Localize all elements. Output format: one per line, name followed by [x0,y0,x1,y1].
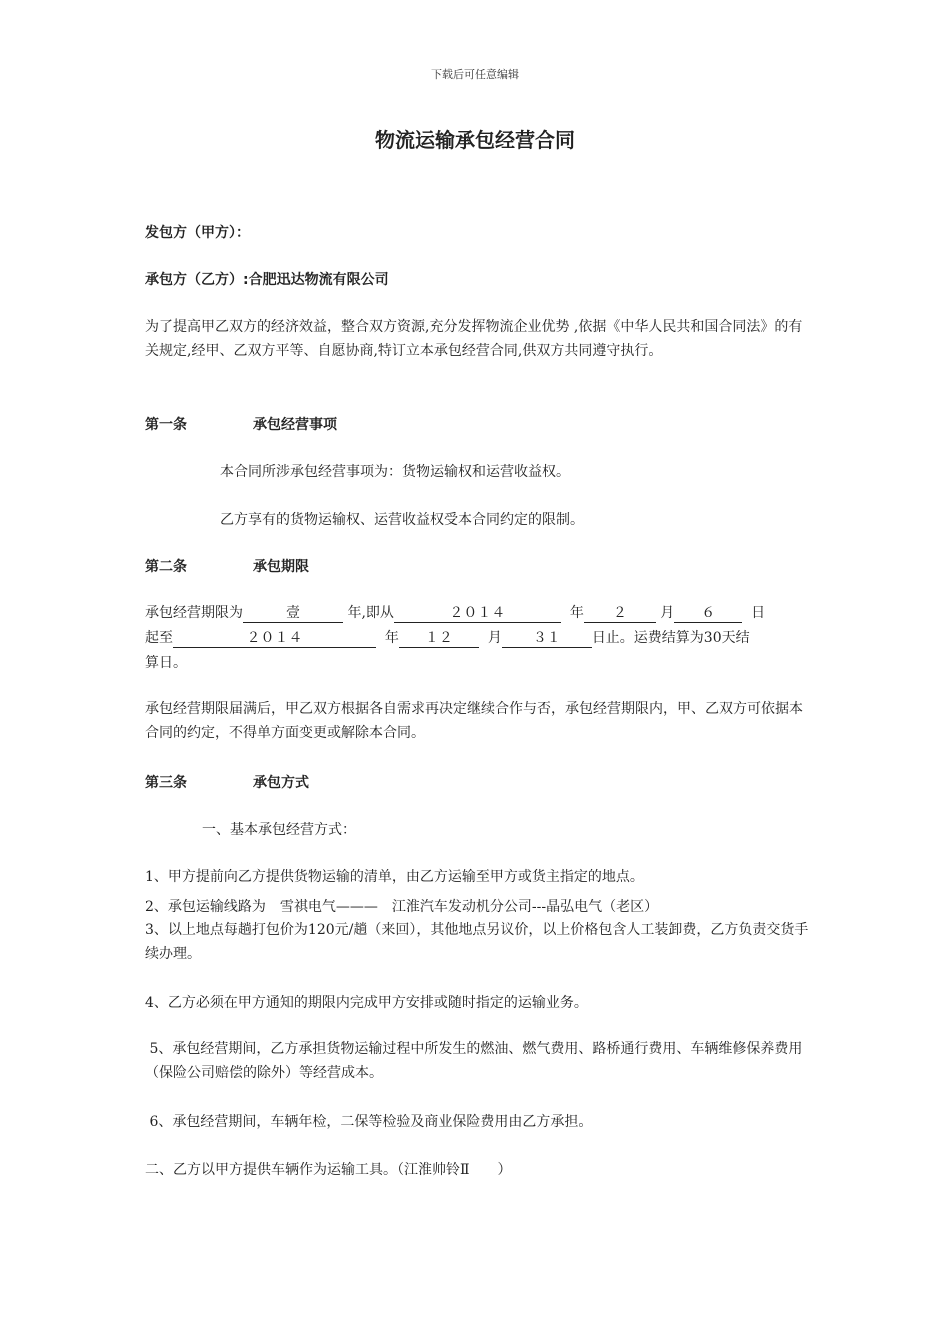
party-b-label: 承包方（乙方）:合肥迅达物流有限公司 [145,272,389,288]
article3-subsection-2: 二、乙方以甲方提供车辆作为运输工具。（江淮帅铃Ⅱ ） [145,1162,512,1178]
article3-item-5: 5、承包经营期间，乙方承担货物运输过程中所发生的燃油、燃气费用、路桥通行费用、车辆维修保养费用（保险公司赔偿的除外）等经营成本。 [145,1041,803,1081]
article3-item-2: 2、承包运输线路为 雪祺电气——— 江淮汽车发动机分公司---晶弘电气（老区） [145,899,659,915]
article2-heading: 承包期限 [253,559,309,575]
article3-subsection-1: 一、基本承包经营方式： [202,822,356,838]
term-line-2 [145,627,750,648]
article3-item-1: 1、甲方提前向乙方提供货物运输的清单，由乙方运输至甲方或货主指定的地点。 [145,869,644,885]
term-prefix: 承包经营期限为 [145,605,243,621]
start-day-unit: 日 [751,605,766,621]
end-month-unit: 月 [487,630,502,646]
article3-number: 第三条 [145,775,187,791]
term-value-field: 壹 [243,604,343,623]
end-month-field: １２ [399,629,479,648]
article1-paragraph-2: 乙方享有的货物运输权、运营收益权受本合同约定的限制。 [220,512,584,528]
end-year-unit: 年 [384,630,399,646]
article3-item-6: 6、承包经营期间，车辆年检，二保等检验及商业保险费用由乙方承担。 [145,1114,593,1130]
end-day-field: ３１ [502,629,592,648]
preamble-paragraph: 为了提高甲乙双方的经济效益，整合双方资源,充分发挥物流企业优势 ,依据《中华人民共和国合同法》的有关规定,经甲、乙双方平等、自愿协商,特订立本承包经营合同,供双方共同遵守执行。 [145,319,803,359]
start-day-field: ６ [674,604,742,623]
article1-heading: 承包经营事项 [253,417,337,433]
end-year-field: ２０１４ [173,629,376,648]
party-a-label: 发包方（甲方）： [145,225,250,241]
article1-paragraph-1: 本合同所涉承包经营事项为：货物运输权和运营收益权。 [220,464,570,480]
term-after-paragraph: 承包经营期限届满后，甲乙双方根据各自需求再决定继续合作与否，承包经营期限内，甲、乙双方可依据本合同的约定，不得单方面变更或解除本合同。 [145,701,803,741]
start-month-field: ２ [584,604,656,623]
term-mid: 年,即从 [347,605,394,621]
article3-item-3: 3、以上地点每趟打包价为120元/趟（来回），其他地点另议价，以上价格包含人工装卸费，乙方负责交货手续办理。 [145,922,809,962]
end-suffix: 日止。运费结算为30天结 [591,630,750,646]
to-prefix: 起至 [145,630,173,646]
document-title: 物流运输承包经营合同 [375,128,575,152]
article3-heading: 承包方式 [253,775,309,791]
start-year-unit: 年 [569,605,584,621]
start-month-unit: 月 [660,605,675,621]
term-line-1 [145,602,765,623]
term-line-3: 算日。 [145,655,187,671]
article2-number: 第二条 [145,559,187,575]
article1-number: 第一条 [145,417,187,433]
header-note: 下载后可任意编辑 [431,68,519,81]
article3-item-4: 4、乙方必须在甲方通知的期限内完成甲方安排或随时指定的运输业务。 [145,995,588,1011]
start-year-field: ２０１４ [394,604,561,623]
